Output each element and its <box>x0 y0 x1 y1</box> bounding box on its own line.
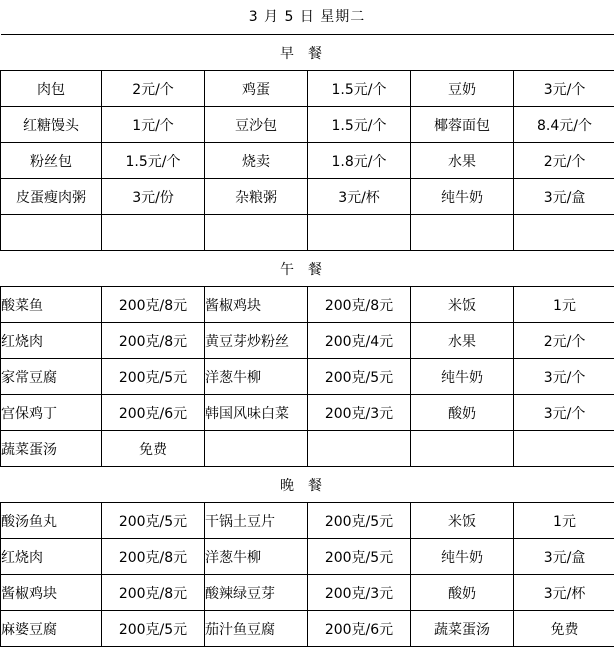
breakfast-header: 早餐 <box>1 35 614 71</box>
price-cell: 3元/个 <box>514 395 614 431</box>
page-title: 3 月 5 日 星期二 <box>248 9 366 25</box>
dish-name-cell <box>205 215 308 251</box>
table-row <box>1 575 614 611</box>
table-row <box>1 179 614 215</box>
dish-name-cell: 干锅土豆片 <box>205 503 308 539</box>
dish-name-cell: 肉包 <box>1 71 102 107</box>
price-cell: 200克/4元 <box>308 323 411 359</box>
price-cell: 3元/盒 <box>514 539 614 575</box>
dish-name-cell <box>411 431 514 467</box>
price-cell: 200克/5元 <box>102 359 205 395</box>
dish-name-cell: 洋葱牛柳 <box>205 359 308 395</box>
price-cell <box>308 215 411 251</box>
lunch-header-row <box>1 251 614 287</box>
table-row <box>1 323 614 359</box>
dish-name-cell: 蔬菜蛋汤 <box>411 611 514 647</box>
table-row <box>1 395 614 431</box>
price-cell: 3元/份 <box>102 179 205 215</box>
table-row <box>1 431 614 467</box>
price-cell: 200克/5元 <box>102 611 205 647</box>
dish-name-cell: 蔬菜蛋汤 <box>1 431 102 467</box>
price-cell: 200克/8元 <box>102 575 205 611</box>
dish-name-cell: 酸汤鱼丸 <box>1 503 102 539</box>
dish-name-cell: 椰蓉面包 <box>411 107 514 143</box>
dish-name-cell: 洋葱牛柳 <box>205 539 308 575</box>
table-row <box>1 539 614 575</box>
dish-name-cell: 纯牛奶 <box>411 359 514 395</box>
dish-name-cell: 酸奶 <box>411 575 514 611</box>
price-cell: 免费 <box>514 611 614 647</box>
table-row <box>1 71 614 107</box>
table-row <box>1 107 614 143</box>
price-cell: 1.5元/个 <box>102 143 205 179</box>
price-cell: 2元/个 <box>514 143 614 179</box>
dish-name-cell <box>205 431 308 467</box>
dish-name-cell: 酱椒鸡块 <box>1 575 102 611</box>
dinner-header-row <box>1 467 614 503</box>
table-row <box>1 503 614 539</box>
dish-name-cell <box>411 215 514 251</box>
price-cell: 200克/8元 <box>102 287 205 323</box>
dish-name-cell: 酸菜鱼 <box>1 287 102 323</box>
dish-name-cell: 茄汁鱼豆腐 <box>205 611 308 647</box>
lunch-header: 午餐 <box>1 251 614 287</box>
menu-table <box>0 34 614 647</box>
dish-name-cell: 粉丝包 <box>1 143 102 179</box>
dish-name-cell: 酸奶 <box>411 395 514 431</box>
dish-name-cell: 宫保鸡丁 <box>1 395 102 431</box>
menu-body <box>1 35 614 647</box>
table-row <box>1 287 614 323</box>
price-cell: 200克/5元 <box>102 503 205 539</box>
price-cell: 1.5元/个 <box>308 71 411 107</box>
price-cell: 免费 <box>102 431 205 467</box>
price-cell: 8.4元/个 <box>514 107 614 143</box>
dish-name-cell <box>1 215 102 251</box>
dish-name-cell: 红烧肉 <box>1 323 102 359</box>
dish-name-cell: 纯牛奶 <box>411 539 514 575</box>
dish-name-cell: 韩国风味白菜 <box>205 395 308 431</box>
price-cell: 200克/5元 <box>308 503 411 539</box>
table-row <box>1 359 614 395</box>
price-cell <box>514 431 614 467</box>
dish-name-cell: 豆奶 <box>411 71 514 107</box>
dish-name-cell: 豆沙包 <box>205 107 308 143</box>
price-cell: 200克/5元 <box>308 359 411 395</box>
price-cell: 1.5元/个 <box>308 107 411 143</box>
price-cell: 3元/个 <box>514 71 614 107</box>
price-cell: 200克/3元 <box>308 575 411 611</box>
dish-name-cell: 家常豆腐 <box>1 359 102 395</box>
dish-name-cell: 红糖馒头 <box>1 107 102 143</box>
dish-name-cell: 米饭 <box>411 503 514 539</box>
dish-name-cell: 水果 <box>411 323 514 359</box>
dish-name-cell: 烧卖 <box>205 143 308 179</box>
dinner-header: 晚餐 <box>1 467 614 503</box>
dish-name-cell: 杂粮粥 <box>205 179 308 215</box>
price-cell: 1元 <box>514 287 614 323</box>
price-cell: 3元/杯 <box>514 575 614 611</box>
price-cell: 200克/3元 <box>308 395 411 431</box>
dish-name-cell: 纯牛奶 <box>411 179 514 215</box>
price-cell: 200克/8元 <box>102 539 205 575</box>
dish-name-cell: 麻婆豆腐 <box>1 611 102 647</box>
price-cell: 200克/8元 <box>102 323 205 359</box>
price-cell: 2元/个 <box>514 323 614 359</box>
price-cell: 3元/盒 <box>514 179 614 215</box>
price-cell: 200克/5元 <box>308 539 411 575</box>
dish-name-cell: 酸辣绿豆芽 <box>205 575 308 611</box>
price-cell: 200克/8元 <box>308 287 411 323</box>
dish-name-cell: 水果 <box>411 143 514 179</box>
price-cell <box>102 215 205 251</box>
price-cell: 1元 <box>514 503 614 539</box>
price-cell <box>514 215 614 251</box>
dish-name-cell: 红烧肉 <box>1 539 102 575</box>
dish-name-cell: 黄豆芽炒粉丝 <box>205 323 308 359</box>
price-cell <box>308 431 411 467</box>
breakfast-header-row <box>1 35 614 71</box>
dish-name-cell: 鸡蛋 <box>205 71 308 107</box>
price-cell: 3元/杯 <box>308 179 411 215</box>
price-cell: 200克/6元 <box>102 395 205 431</box>
dish-name-cell: 皮蛋瘦肉粥 <box>1 179 102 215</box>
dish-name-cell: 米饭 <box>411 287 514 323</box>
table-row <box>1 611 614 647</box>
price-cell: 200克/6元 <box>308 611 411 647</box>
price-cell: 1.8元/个 <box>308 143 411 179</box>
dish-name-cell: 酱椒鸡块 <box>205 287 308 323</box>
price-cell: 1元/个 <box>102 107 205 143</box>
price-cell: 2元/个 <box>102 71 205 107</box>
table-row <box>1 215 614 251</box>
price-cell: 3元/个 <box>514 359 614 395</box>
table-row <box>1 143 614 179</box>
